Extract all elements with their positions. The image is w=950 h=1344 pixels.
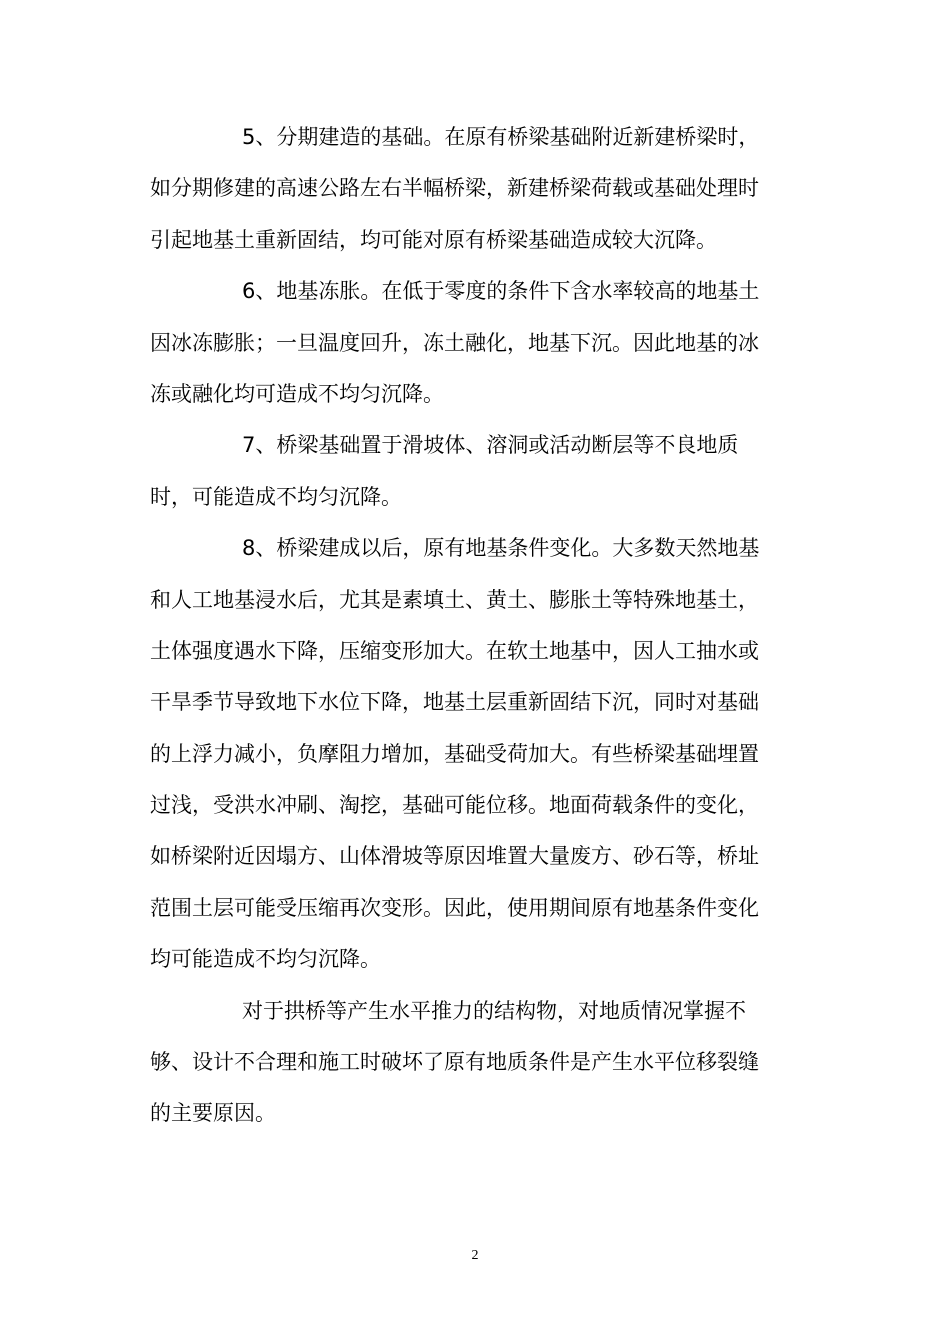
- text-line: 5、分期建造的基础。在原有桥梁基础附近新建桥梁时，: [242, 125, 760, 149]
- text-line: 冻或融化均可造成不均匀沉降。: [150, 381, 444, 406]
- text-line: 均可能造成不均匀沉降。: [150, 947, 381, 972]
- text-line: 8、桥梁建成以后，原有地基条件变化。大多数天然地基: [242, 536, 760, 561]
- body-text: [150, 112, 810, 1140]
- text-line: 7、桥梁基础置于滑坡体、溶洞或活动断层等不良地质: [242, 433, 739, 458]
- text-line: 如桥梁附近因塌方、山体滑坡等原因堆置大量废方、砂石等，桥址: [150, 844, 759, 869]
- text-line: 引起地基土重新固结，均可能对原有桥梁基础造成较大沉降。: [150, 227, 717, 252]
- text-line: 如分期修建的高速公路左右半幅桥梁，新建桥梁荷载或基础处理时: [150, 176, 759, 201]
- page-number: 2: [471, 1248, 479, 1263]
- text-line: 够、设计不合理和施工时破坏了原有地质条件是产生水平位移裂缝: [150, 1050, 759, 1075]
- text-line: 因冰冻膨胀；一旦温度回升，冻土融化，地基下沉。因此地基的冰: [150, 330, 759, 355]
- text-line: 和人工地基浸水后，尤其是素填土、黄土、膨胀土等特殊地基土，: [150, 587, 759, 612]
- text-line: 6、地基冻胀。在低于零度的条件下含水率较高的地基土: [242, 279, 760, 304]
- text-line: 范围土层可能受压缩再次变形。因此，使用期间原有地基条件变化: [150, 895, 759, 920]
- text-line: 土体强度遇水下降，压缩变形加大。在软土地基中，因人工抽水或: [150, 638, 759, 663]
- text-line: 时，可能造成不均匀沉降。: [150, 484, 402, 509]
- text-line: 干旱季节导致地下水位下降，地基土层重新固结下沉，同时对基础: [150, 690, 759, 715]
- text-line: 的主要原因。: [150, 1101, 276, 1126]
- text-line: 对于拱桥等产生水平推力的结构物，对地质情况掌握不: [242, 998, 746, 1023]
- text-line: 的上浮力减小，负摩阻力增加，基础受荷加大。有些桥梁基础埋置: [150, 741, 759, 766]
- text-line: 过浅，受洪水冲刷、淘挖，基础可能位移。地面荷载条件的变化，: [150, 793, 759, 818]
